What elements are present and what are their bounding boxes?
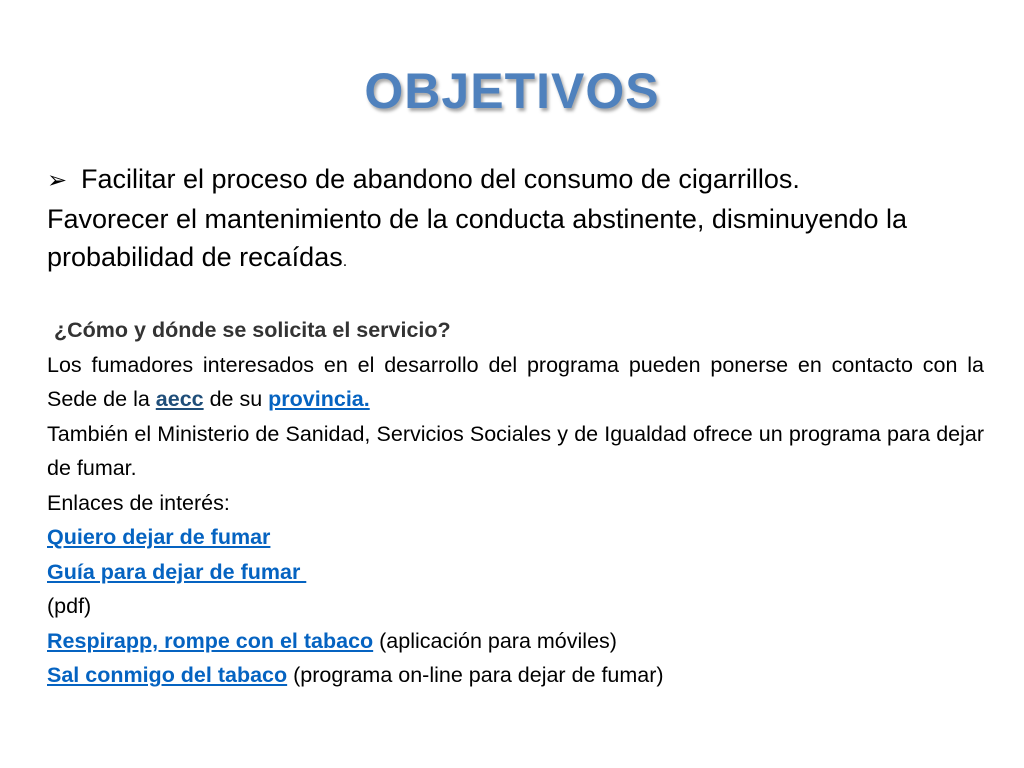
objective-2-period: . [342, 253, 348, 270]
guia-dejar-de-fumar-link[interactable]: Guía para dejar de fumar [47, 559, 307, 584]
contact-text-2: de su [203, 387, 269, 411]
links-label: Enlaces de interés: [47, 490, 230, 515]
salconmigo-note: (programa on-line para dejar de fumar) [287, 663, 664, 687]
link-row-respirapp [47, 624, 984, 659]
objective-1 [47, 160, 987, 200]
contact-text-1: Los fumadores interesados en el desarrollo del programa pueden ponerse en contacto con la Sede de la [47, 352, 984, 411]
aecc-link[interactable]: aecc [155, 387, 204, 411]
link-row-quiero [47, 520, 984, 555]
objectives-block [47, 160, 987, 281]
objective-2-text: Favorecer el mantenimiento de la conducta abstinente, disminuyendo la probabilidad de recaídas [47, 204, 908, 272]
contact-paragraph [47, 348, 984, 417]
ministry-paragraph: También el Ministerio de Sanidad, Servicios Sociales y de Igualdad ofrece un programa para dejar de fumar. [47, 421, 984, 480]
slide-title: OBJETIVOS [364, 63, 660, 119]
provincia-link[interactable]: provincia. [268, 387, 370, 411]
link-row-guia [47, 555, 984, 590]
pdf-note: (pdf) [47, 594, 92, 618]
service-subheading: ¿Cómo y dónde se solicita el servicio? [54, 318, 451, 342]
respirapp-note: (aplicación para móviles) [373, 628, 617, 653]
link-row-salconmigo [47, 658, 984, 693]
service-info [47, 313, 984, 693]
respirapp-link[interactable]: Respirapp, rompe con el tabaco [47, 628, 374, 653]
objective-1-text: Facilitar el proceso de abandono del consumo de cigarrillos. [81, 164, 800, 194]
sal-conmigo-link[interactable]: Sal conmigo del tabaco [47, 663, 288, 687]
arrow-bullet-icon: ➢ [47, 167, 68, 194]
objective-2 [47, 200, 987, 281]
quiero-dejar-de-fumar-link[interactable]: Quiero dejar de fumar [47, 525, 271, 549]
